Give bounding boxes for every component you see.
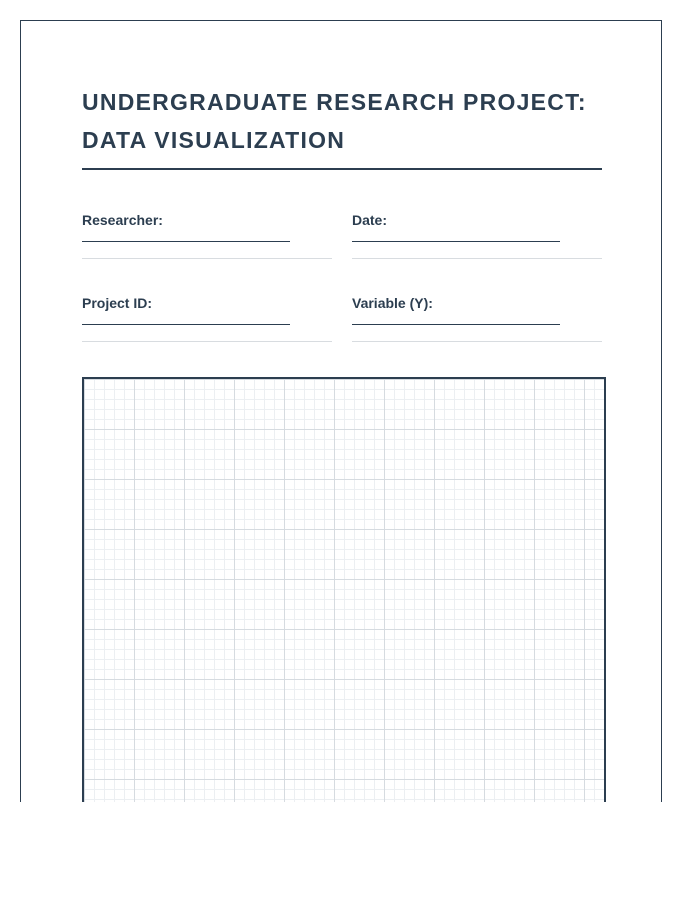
- variable-y-blank-line[interactable]: [352, 324, 560, 325]
- project-id-field: [82, 295, 332, 342]
- date-field: [352, 212, 602, 259]
- researcher-label: Researcher:: [82, 212, 163, 228]
- title-divider: [82, 168, 602, 170]
- variable-y-label: Variable (Y):: [352, 295, 433, 311]
- page-title: [82, 83, 622, 159]
- title-line-2: DATA VISUALIZATION: [82, 127, 346, 153]
- title-line-1: UNDERGRADUATE RESEARCH PROJECT:: [82, 89, 587, 115]
- date-blank-line[interactable]: [352, 241, 560, 242]
- worksheet-page: [20, 20, 662, 802]
- date-label: Date:: [352, 212, 388, 228]
- researcher-field: [82, 212, 332, 259]
- graph-paper-grid[interactable]: [82, 377, 606, 802]
- researcher-blank-line[interactable]: [82, 241, 290, 242]
- variable-y-field: [352, 295, 602, 342]
- project-id-blank-line[interactable]: [82, 324, 290, 325]
- project-id-label: Project ID:: [82, 295, 153, 311]
